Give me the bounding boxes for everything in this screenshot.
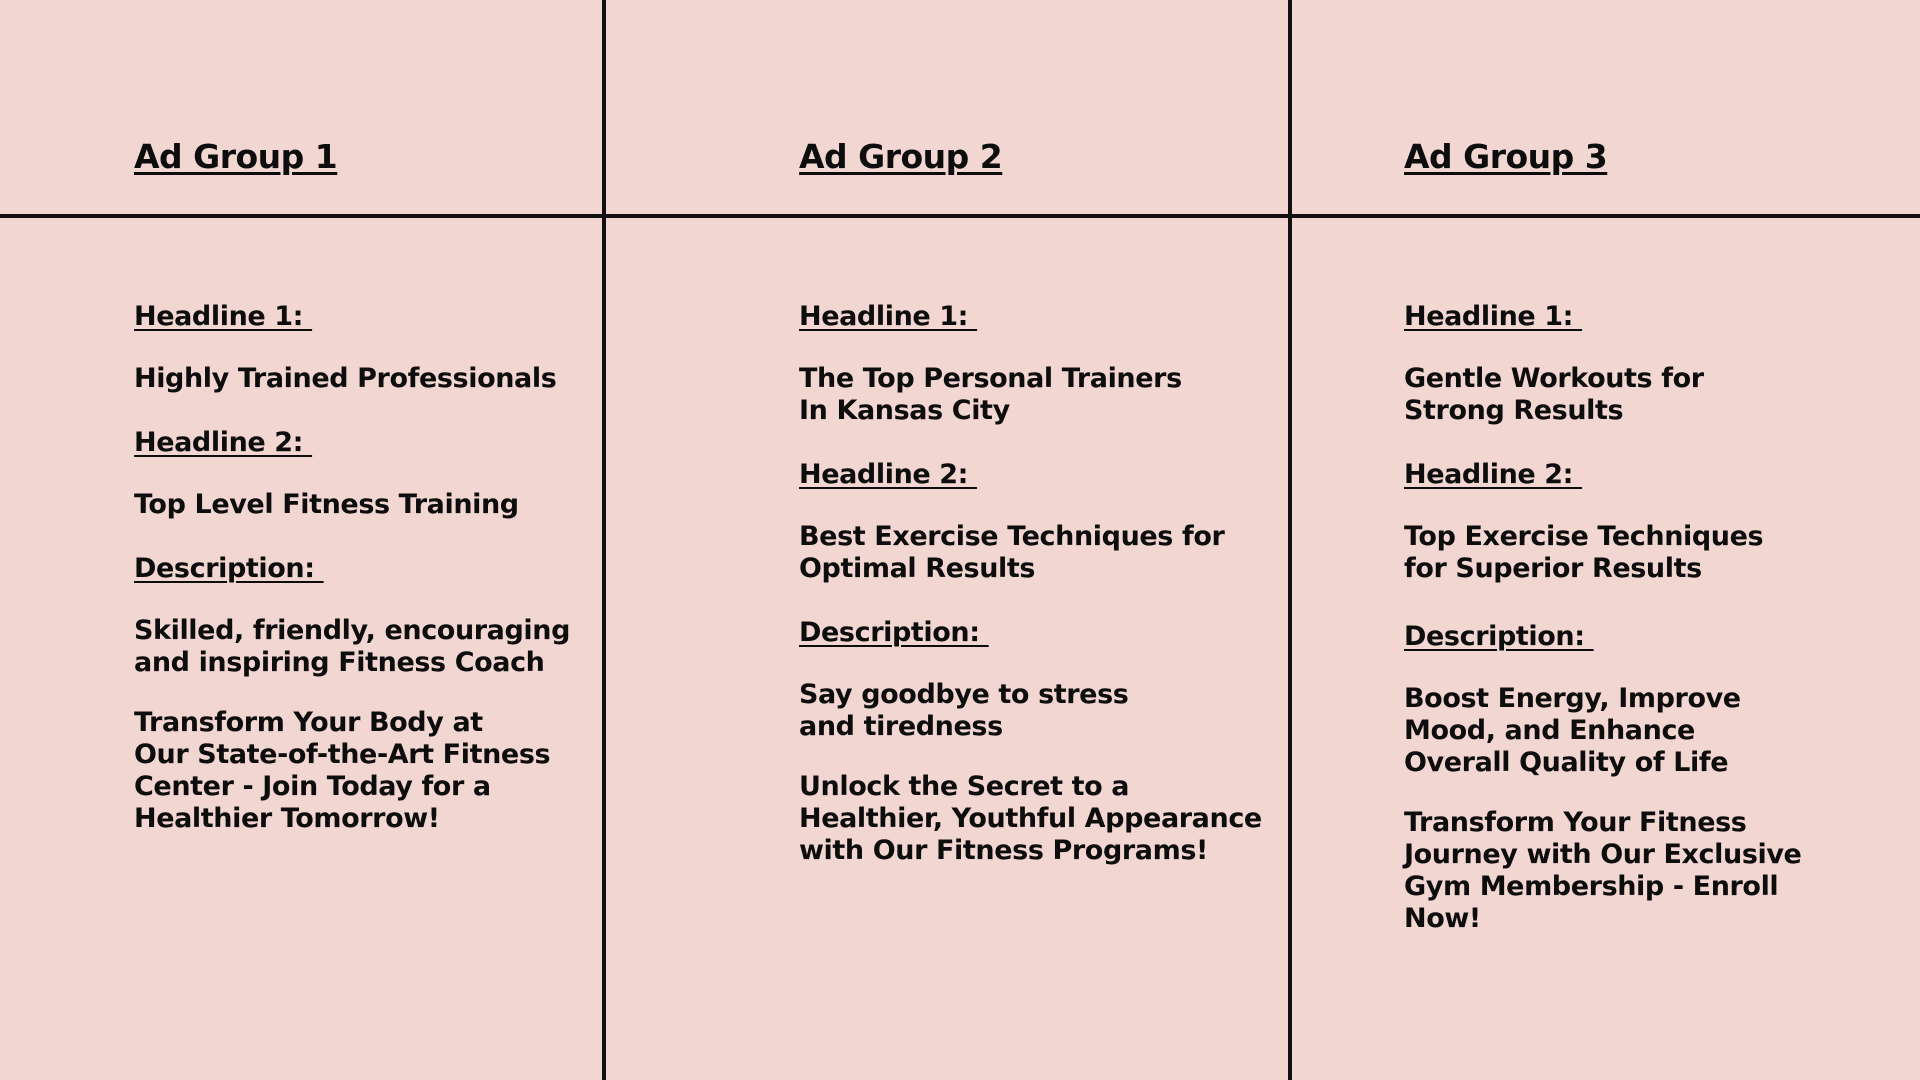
description-label: Description: (799, 617, 989, 648)
ad-group-1-content (134, 299, 654, 835)
headline-2-label: Headline 2: (799, 459, 978, 490)
headline-1-text: The Top Personal Trainers In Kansas City (799, 363, 1182, 426)
ad-group-2-title: Ad Group 2 (799, 137, 1003, 176)
description-label: Description: (134, 553, 324, 584)
headline-2-label: Headline 2: (1404, 459, 1583, 490)
headline-2-text: Best Exercise Techniques for Optimal Results (799, 521, 1225, 584)
description-2-text: Unlock the Secret to a Healthier, Youthful Appearance with Our Fitness Programs! (799, 771, 1262, 866)
description-1-text: Boost Energy, Improve Mood, and Enhance Overall Quality of Life (1404, 683, 1741, 778)
headline-1-text: Highly Trained Professionals (134, 363, 557, 394)
ad-group-2-content (799, 299, 1319, 867)
description-label: Description: (1404, 621, 1594, 652)
header-divider (0, 214, 1920, 218)
headline-1-text: Gentle Workouts for Strong Results (1404, 363, 1704, 426)
headline-2-text: Top Level Fitness Training (134, 489, 519, 520)
description-2-text: Transform Your Body at Our State-of-the-Art Fitness Center - Join Today for a Healthier Tomorrow! (134, 707, 551, 834)
ad-group-3-content (1404, 299, 1920, 935)
ad-group-1-title: Ad Group 1 (134, 137, 338, 176)
headline-1-label: Headline 1: (134, 301, 313, 332)
description-1-text: Say goodbye to stress and tiredness (799, 679, 1129, 742)
description-2-text: Transform Your Fitness Journey with Our Exclusive Gym Membership - Enroll Now! (1404, 807, 1802, 934)
headline-2-text: Top Exercise Techniques for Superior Results (1404, 521, 1764, 584)
headline-1-label: Headline 1: (1404, 301, 1583, 332)
headline-2-label: Headline 2: (134, 427, 313, 458)
headline-1-label: Headline 1: (799, 301, 978, 332)
ad-group-3-title: Ad Group 3 (1404, 137, 1608, 176)
description-1-text: Skilled, friendly, encouraging and inspiring Fitness Coach (134, 615, 571, 678)
